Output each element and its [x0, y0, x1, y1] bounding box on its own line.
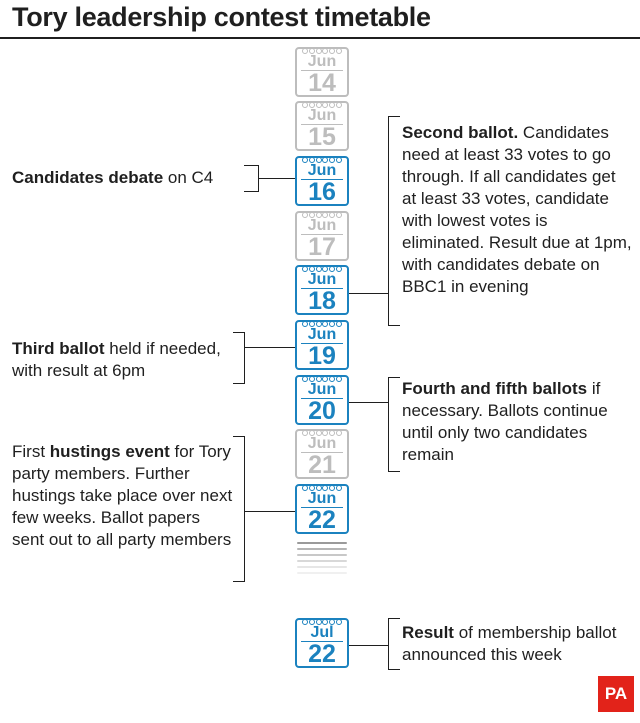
- calendar-day: 22: [308, 506, 336, 534]
- note-hustings: [12, 441, 234, 551]
- bracket-jul22: [388, 618, 400, 670]
- bracket-jun22: [233, 436, 245, 582]
- calendar-month: Jun: [307, 162, 337, 179]
- connector-jul22: [349, 645, 388, 646]
- calendar-day: 14: [308, 69, 336, 97]
- calendar-month: Jun: [307, 381, 337, 398]
- calendar-month: Jun: [307, 326, 337, 343]
- bracket-jun18: [388, 116, 400, 326]
- connector-jun20: [349, 402, 388, 403]
- calendar-month: Jun: [307, 107, 337, 124]
- note-text: held if needed, with result at 6pm: [12, 339, 221, 380]
- note-second-ballot: [402, 122, 634, 298]
- calendar-day: 20: [308, 397, 336, 425]
- bracket-jun19: [233, 332, 245, 384]
- calendar-day: 16: [308, 178, 336, 206]
- calendar-month: Jun: [307, 435, 337, 452]
- calendar-jun-17: [295, 211, 349, 261]
- calendar-jun-16: [295, 156, 349, 206]
- calendar-day: 18: [308, 287, 336, 315]
- connector-jun16: [259, 178, 295, 179]
- calendar-day: 17: [308, 233, 336, 261]
- pa-logo: PA: [598, 676, 634, 712]
- note-candidates-debate: [12, 167, 232, 189]
- note-text: Candidates need at least 33 votes to go through. If all candidates get at least 33 votes, candidate with lowest votes is eliminated. Result due at 1pm, with candidates debate on BBC1 in evening: [402, 123, 632, 296]
- bracket-jun16: [244, 165, 259, 192]
- note-text: on C4: [163, 168, 214, 187]
- calendar-day: 19: [308, 342, 336, 370]
- note-bold-text: Fourth and fifth ballots: [402, 379, 588, 398]
- note-fourth-fifth-ballots: [402, 378, 634, 466]
- calendar-jun-15: [295, 101, 349, 151]
- calendar-jun-22: [295, 484, 349, 534]
- calendar-month: Jun: [307, 490, 337, 507]
- calendar-jun-14: [295, 47, 349, 97]
- calendar-day: 21: [308, 451, 336, 479]
- note-bold-text: Candidates debate: [12, 168, 164, 187]
- calendar-jun-18: [295, 265, 349, 315]
- calendar-day: 22: [308, 640, 336, 668]
- connector-jun18: [349, 293, 388, 294]
- bracket-jun20: [388, 377, 400, 472]
- note-third-ballot: [12, 338, 244, 382]
- page-title: Tory leadership contest timetable: [12, 2, 431, 32]
- note-text: of membership ballot announced this week: [402, 623, 617, 664]
- timeline-gap-fade: [295, 540, 349, 580]
- calendar-month: Jun: [307, 217, 337, 234]
- calendar-jun-21: [295, 429, 349, 479]
- calendar-jul-22: [295, 618, 349, 668]
- calendar-day: 15: [308, 123, 336, 151]
- calendar-month: Jul: [310, 624, 334, 641]
- note-text: First: [12, 442, 50, 461]
- note-bold-text: Second ballot.: [402, 123, 519, 142]
- connector-jun19: [245, 347, 295, 348]
- note-bold-text: hustings event: [49, 442, 170, 461]
- note-bold-text: Third ballot: [12, 339, 105, 358]
- note-text: for Tory party members. Further hustings take place over next few weeks. Ballot papers sent out to all party members: [12, 442, 233, 549]
- note-result: [402, 622, 640, 666]
- note-text: if necessary. Ballots continue until only two candidates remain: [402, 379, 608, 464]
- note-bold-text: Result: [402, 623, 454, 642]
- calendar-month: Jun: [307, 53, 337, 70]
- calendar-jun-20: [295, 375, 349, 425]
- connector-jun22: [245, 511, 295, 512]
- calendar-month: Jun: [307, 271, 337, 288]
- title-divider: [0, 37, 640, 39]
- calendar-jun-19: [295, 320, 349, 370]
